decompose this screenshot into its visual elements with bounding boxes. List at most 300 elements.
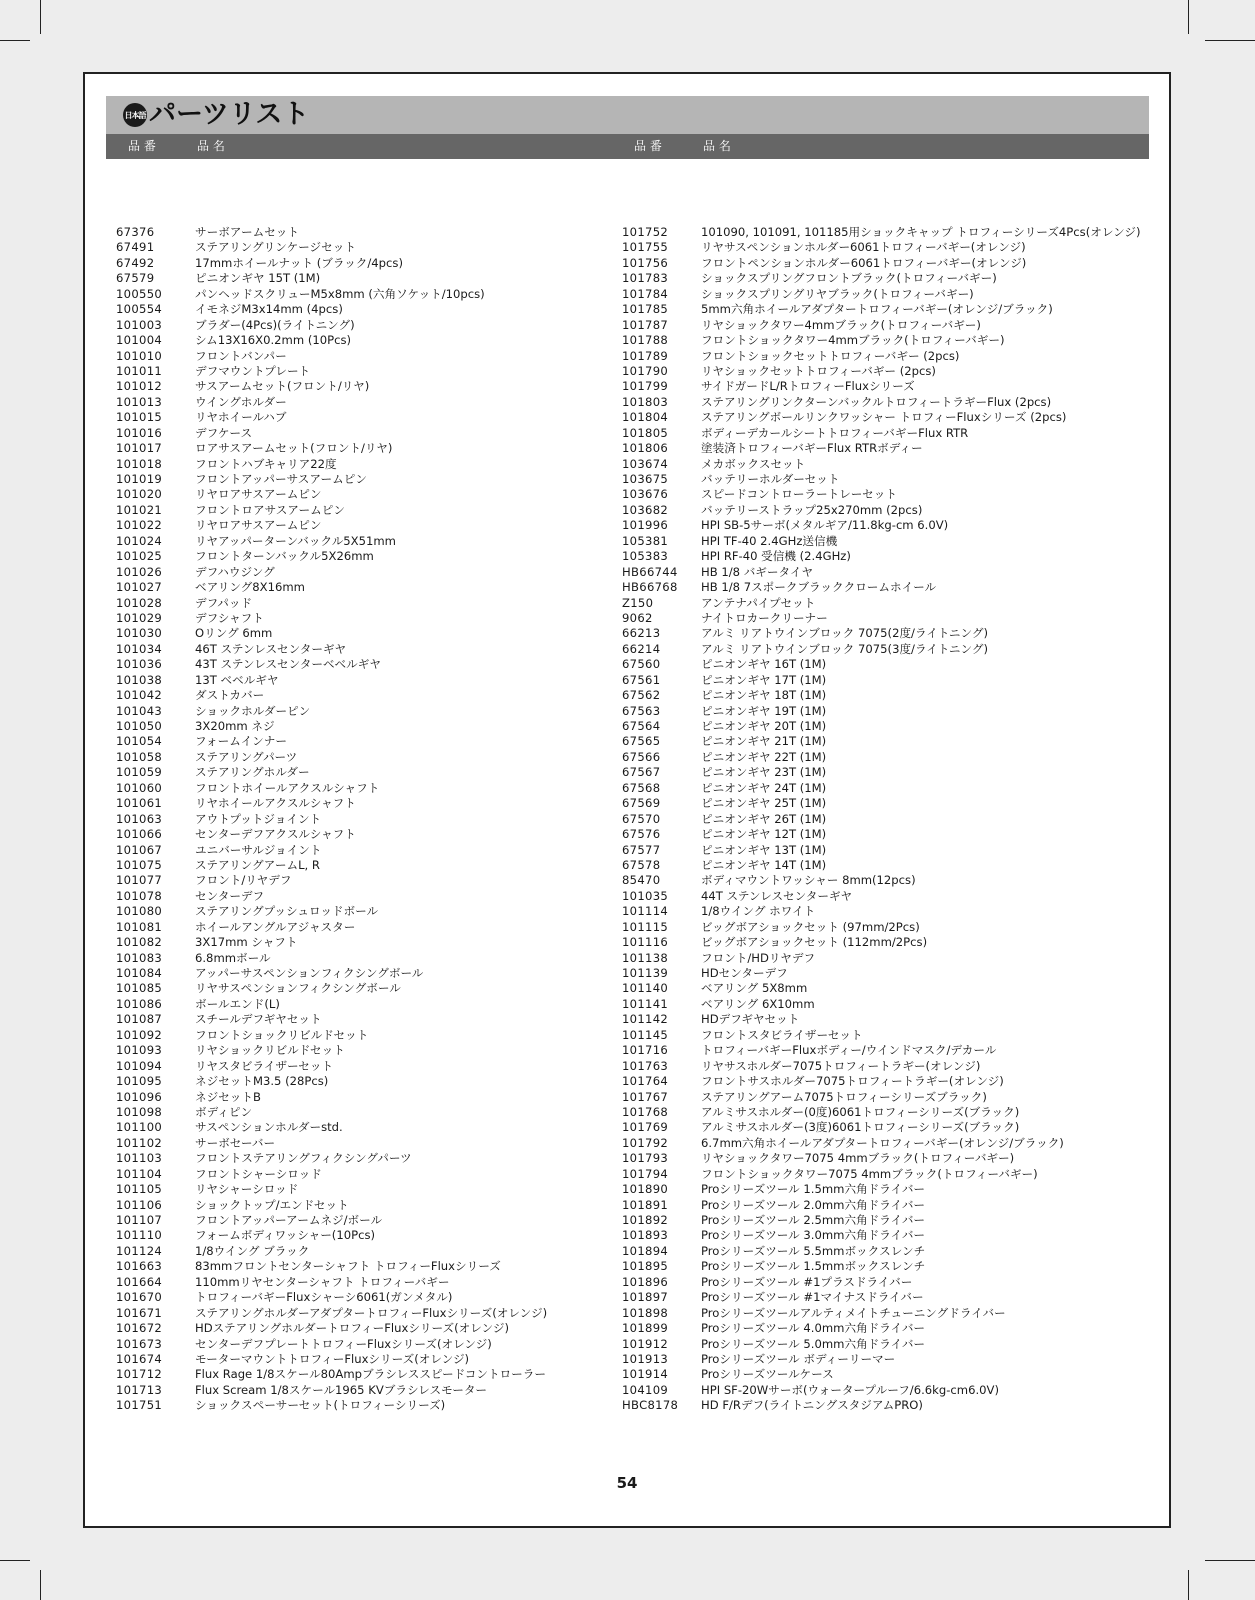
part-number: 101664 [116,1274,163,1289]
part-name: リヤサスペンションフィクシングボール [195,981,401,996]
part-number: HB66768 [622,580,678,595]
parts-row [622,734,1142,749]
parts-row [622,904,1142,919]
part-number: 101060 [116,780,163,795]
part-name: フロントショックタワー7075 4mmブラック(トロフィーバギー) [701,1166,1038,1181]
parts-row [116,904,596,919]
parts-row [622,225,1142,240]
part-number: 101799 [622,379,669,394]
part-number: 101803 [622,394,669,409]
part-name: フロントホイールアクスルシャフト [195,780,380,795]
part-number: 67563 [622,703,661,718]
part-number: 101794 [622,1166,669,1181]
part-number: 101790 [622,363,669,378]
parts-row [622,781,1142,796]
part-name: HD F/Rデフ(ライトニングスタジアムPRO) [701,1398,923,1413]
part-number: 9062 [622,610,653,625]
parts-row [116,1244,596,1259]
parts-row [622,1290,1142,1305]
parts-row [622,611,1142,626]
part-name: ピニオンギヤ 18T (1M) [701,688,827,703]
parts-row [622,1398,1142,1413]
parts-row [622,271,1142,286]
part-name: Proシリーズツール 1.5mm六角ドライバー [701,1182,926,1197]
part-number: 103682 [622,502,669,517]
part-name: ステアリングリンケージセット [195,240,356,255]
part-number: 101785 [622,302,669,317]
part-name: ステアリングホルダーアダプタートロフィーFluxシリーズ(オレンジ) [195,1305,548,1320]
crop-mark [40,0,41,34]
part-name: ネジセットB [195,1089,261,1104]
part-name: トロフィーバギーFluxシャーシ6061(ガンメタル) [195,1290,453,1305]
part-number: 101755 [622,240,669,255]
part-name: アルミサスホルダー(3度)6061トロフィーシリーズ(ブラック) [701,1120,1020,1135]
part-name: サスペンションホルダーstd. [195,1120,343,1135]
part-name: リヤロアサスアームピン [195,487,322,502]
part-number: 101018 [116,456,163,471]
part-number: 101899 [622,1321,669,1336]
part-number: 101140 [622,981,669,996]
parts-row [622,765,1142,780]
part-name: パンヘッドスクリューM5x8mm (六角ソケット/10pcs) [195,286,485,301]
part-name: アンテナパイプセット [701,595,816,610]
parts-row [116,333,596,348]
parts-row [622,1275,1142,1290]
parts-row [622,518,1142,533]
parts-row [622,750,1142,765]
parts-row [622,1198,1142,1213]
part-number: 105381 [622,533,669,548]
part-name: ピニオンギヤ 24T (1M) [701,780,827,795]
part-number: 101107 [116,1213,163,1227]
part-name: アッパーサスペンションフィクシングボール [195,966,424,980]
part-number: 101672 [116,1321,163,1336]
parts-row [622,1059,1142,1074]
parts-row [116,704,596,719]
part-name: ショックスペーサーセット(トロフィーシリーズ) [195,1398,446,1413]
part-number: 101912 [622,1336,669,1351]
parts-row [622,873,1142,888]
parts-row [116,611,596,626]
part-number: 101084 [116,966,163,980]
parts-row [116,935,596,950]
parts-row [116,225,596,240]
part-name: ピニオンギヤ 22T (1M) [701,749,827,764]
parts-row [116,271,596,286]
part-name: ショックスプリングフロントブラック(トロフィーバギー) [701,271,997,286]
part-number: 101713 [116,1382,163,1397]
part-name: バッテリーホルダーセット [701,472,840,486]
part-number: 101105 [116,1182,163,1197]
parts-row [116,858,596,873]
parts-row [622,503,1142,518]
part-number: 67579 [116,271,155,286]
part-number: 101896 [622,1274,669,1289]
part-number: 101094 [116,1058,163,1073]
parts-row [622,1337,1142,1352]
part-number: 67570 [622,811,661,826]
part-name: リヤロアサスアームピン [195,518,322,533]
part-number: 67567 [622,765,661,780]
part-number: 101017 [116,441,163,456]
parts-row [622,565,1142,580]
part-name: サーボアームセット [195,225,299,239]
page-number: 54 [616,1474,638,1492]
part-number: 101067 [116,842,163,857]
part-number: 101752 [622,225,669,239]
part-name: モーターマウントトロフィーFluxシリーズ(オレンジ) [195,1351,470,1366]
part-name: アウトプットジョイント [195,811,322,826]
part-name: リヤホイールハブ [195,410,287,425]
parts-row [622,951,1142,966]
part-name: フロントショックリビルドセット [195,1027,369,1042]
parts-row [116,981,596,996]
part-name: ビッグボアショックセット (97mm/2Pcs) [701,919,920,934]
part-number: 67569 [622,796,661,811]
parts-row [622,256,1142,271]
part-name: ショックトップ/エンドセット [195,1197,349,1212]
part-name: センターデフプレートトロフィーFluxシリーズ(オレンジ) [195,1336,492,1351]
part-name: デフマウントプレート [195,363,311,378]
parts-row [622,673,1142,688]
crop-mark [1188,0,1189,34]
parts-row [116,1167,596,1182]
part-number: 101086 [116,996,163,1011]
part-number: 101026 [116,564,163,579]
part-name: ショックスプリングリヤブラック(トロフィーバギー) [701,286,974,301]
parts-row [622,287,1142,302]
part-name: Proシリーズツール 2.0mm六角ドライバー [701,1197,926,1212]
part-name: Oリング 6mm [195,626,273,641]
parts-row [622,1367,1142,1382]
parts-row [116,349,596,364]
parts-row [622,642,1142,657]
part-number: 101098 [116,1104,163,1119]
parts-row [622,596,1142,611]
part-name: リヤショックリビルドセット [195,1043,345,1058]
parts-row [116,673,596,688]
part-number: 101058 [116,749,163,764]
part-name: フロントハブキャリア22度 [195,456,337,471]
part-number: 101038 [116,672,163,687]
part-number: 101116 [622,935,669,950]
part-name: デフシャフト [195,610,264,625]
part-name: サイドガードL/RトロフィーFluxシリーズ [701,379,915,394]
part-name: 46T ステンレスセンターギヤ [195,641,347,656]
column-header-bar [106,134,1149,159]
parts-row [622,657,1142,672]
parts-row [116,503,596,518]
parts-row [116,1090,596,1105]
part-name: リヤホイールアクスルシャフト [195,796,356,811]
parts-row [622,796,1142,811]
part-number: 101050 [116,719,163,733]
part-number: 101712 [116,1367,163,1382]
part-name: サーボセーバー [195,1135,276,1150]
parts-row [622,1213,1142,1228]
part-name: ダストカバー [195,688,265,703]
part-number: 101019 [116,472,163,486]
part-number: 101087 [116,1012,163,1027]
part-name: リヤシャーシロッド [195,1182,299,1197]
part-name: HDデフギヤセット [701,1012,800,1027]
part-name: 3X17mm シャフト [195,935,298,950]
parts-row [116,1306,596,1321]
part-number: 101104 [116,1166,163,1181]
part-number: 101892 [622,1213,669,1227]
part-number: 101075 [116,857,163,872]
parts-row [622,1259,1142,1274]
part-number: 100550 [116,286,163,301]
part-name: リヤショックタワー4mmブラック(トロフィーバギー) [701,317,981,332]
part-number: 101804 [622,410,669,425]
part-name: リヤショックセットトロフィーバギー (2pcs) [701,363,936,378]
parts-row [622,1136,1142,1151]
parts-row [116,1352,596,1367]
part-number: 101027 [116,580,163,595]
part-number: 101030 [116,626,163,641]
part-number: 101011 [116,363,163,378]
part-name: ピニオンギヤ 25T (1M) [701,796,827,811]
part-number: 101764 [622,1074,669,1089]
part-number: 101024 [116,533,163,548]
part-name: Proシリーズツール 5.0mm六角ドライバー [701,1336,926,1351]
part-name: ベアリング 5X8mm [701,981,808,996]
part-name: Proシリーズツール ボディーリーマー [701,1351,896,1366]
crop-mark [1205,40,1255,41]
part-number: 101106 [116,1197,163,1212]
parts-row [622,935,1142,950]
part-number: 101788 [622,333,669,348]
part-number: 67492 [116,255,155,270]
part-number: 100554 [116,302,163,317]
parts-row [116,1228,596,1243]
parts-row [622,1151,1142,1166]
parts-row [116,750,596,765]
part-number: 101891 [622,1197,669,1212]
parts-row [116,287,596,302]
parts-row [622,318,1142,333]
part-number: 85470 [622,873,661,888]
parts-row [622,1182,1142,1197]
parts-row [116,379,596,394]
parts-row [116,457,596,472]
part-number: 101082 [116,935,163,950]
part-number: 101716 [622,1043,669,1058]
parts-row [116,426,596,441]
part-number: 101035 [622,888,669,903]
part-name: アルミ リアトウインブロック 7075(2度/ライトニング) [701,626,988,641]
part-number: 66214 [622,641,661,656]
part-name: アルミサスホルダー(0度)6061トロフィーシリーズ(ブラック) [701,1104,1020,1119]
part-number: 101897 [622,1290,669,1305]
parts-row [116,1043,596,1058]
part-name: ピニオンギヤ 16T (1M) [701,657,827,672]
part-name: フロントペンションホルダー6061トロフィーバギー(オレンジ) [701,255,1027,270]
part-name: 塗装済トロフィーバギーFlux RTRボディー [701,441,923,456]
part-name: リヤアッパーターンバックル5X51mm [195,533,396,548]
part-name: フロントスタビライザーセット [701,1027,863,1042]
parts-row [116,580,596,595]
parts-row [622,1074,1142,1089]
part-number: 101893 [622,1228,669,1243]
part-number: 101787 [622,317,669,332]
part-name: Flux Scream 1/8スケール1965 KVブラシレスモーター [195,1382,488,1397]
parts-row [622,966,1142,981]
part-number: 101077 [116,873,163,888]
part-name: ナイトロカークリーナー [701,610,828,625]
part-number: 101043 [116,703,163,718]
part-number: 101895 [622,1259,669,1274]
part-number: HBC8178 [622,1398,679,1413]
part-number: 67562 [622,688,661,703]
parts-row [116,565,596,580]
part-name: ステアリングアームL, R [195,857,320,872]
parts-row [622,626,1142,641]
part-number: 101095 [116,1074,163,1089]
part-name: フロントターンバックル5X26mm [195,549,374,564]
part-name: 1/8ウイング ブラック [195,1243,310,1258]
parts-row [622,843,1142,858]
part-number: 101085 [116,981,163,996]
part-number: 101138 [622,950,669,965]
part-name: HB 1/8 バギータイヤ [701,564,814,579]
part-number: 101141 [622,996,669,1011]
part-number: 67491 [116,240,155,255]
part-name: ベアリング8X16mm [195,580,305,595]
parts-row [116,256,596,271]
part-name: 83mmフロントセンターシャフト トロフィーFluxシリーズ [195,1259,501,1274]
part-name: ウイングホルダー [195,394,287,409]
part-name: Proシリーズツール 2.5mm六角ドライバー [701,1213,926,1227]
part-name: Proシリーズツール 4.0mm六角ドライバー [701,1321,926,1336]
parts-row [116,364,596,379]
part-name: ピニオンギヤ 20T (1M) [701,719,827,733]
page-title: パーツリスト [149,99,310,130]
parts-row [116,873,596,888]
parts-row [116,1012,596,1027]
part-name: ロアサスアームセット(フロント/リヤ) [195,441,393,456]
parts-row [622,688,1142,703]
parts-row [116,966,596,981]
part-number: 101898 [622,1305,669,1320]
part-number: 101022 [116,518,163,533]
part-number: 101789 [622,348,669,363]
part-number: 101066 [116,827,163,842]
part-number: 103676 [622,487,669,502]
parts-row [116,1398,596,1413]
part-number: 101124 [116,1243,163,1258]
parts-row [622,302,1142,317]
part-number: 101034 [116,641,163,656]
part-name: デフハウジング [195,564,275,579]
parts-row [116,781,596,796]
part-number: 101042 [116,688,163,703]
part-number: 101792 [622,1135,669,1150]
part-name: ビッグボアショックセット (112mm/2Pcs) [701,935,928,950]
part-number: 101115 [622,919,669,934]
parts-row [622,549,1142,564]
parts-row [622,1244,1142,1259]
parts-row [622,812,1142,827]
parts-row [622,1012,1142,1027]
part-name: 5mm六角ホイールアダプタートロフィーバギー(オレンジ/ブラック) [701,302,1053,317]
part-name: HDセンターデフ [701,966,788,980]
part-number: 101012 [116,379,163,394]
part-name: ネジセットM3.5 (28Pcs) [195,1074,329,1089]
title-bar [106,96,1149,134]
part-name: 101090, 101091, 101185用ショックキャップ トロフィーシリーズ4Pcs(オレンジ) [701,225,1141,239]
parts-row [622,333,1142,348]
part-number: 101114 [622,904,669,919]
part-number: 101015 [116,410,163,425]
parts-row [116,487,596,502]
parts-row [116,951,596,966]
parts-row [622,441,1142,456]
parts-row [116,1259,596,1274]
part-name: Proシリーズツール 3.0mm六角ドライバー [701,1228,926,1243]
part-name: HB 1/8 7スポークブラッククロームホイール [701,580,937,595]
crop-mark [1188,1570,1189,1600]
part-name: バッテリーストラップ25x270mm (2pcs) [701,502,923,517]
part-name: ピニオンギヤ 21T (1M) [701,734,827,749]
part-name: ピニオンギヤ 15T (1M) [195,271,321,286]
parts-row [622,1167,1142,1182]
part-name: ステアリングパーツ [195,749,298,764]
part-name: フロントステアリングフィクシングパーツ [195,1151,412,1166]
parts-row [116,1136,596,1151]
part-number: 101768 [622,1104,669,1119]
parts-row [116,1290,596,1305]
part-number: 101663 [116,1259,163,1274]
part-number: 67568 [622,780,661,795]
part-number: 101806 [622,441,669,456]
part-name: ピニオンギヤ 23T (1M) [701,765,827,780]
parts-row [116,734,596,749]
part-number: 101996 [622,518,669,533]
part-name: フロントサスホルダー7075トロフィートラギー(オレンジ) [701,1074,1004,1089]
parts-row [622,704,1142,719]
part-name: ショックホルダーピン [195,703,311,718]
part-name: Proシリーズツールケース [701,1367,834,1382]
parts-row [622,1028,1142,1043]
part-name: HDステアリングホルダートロフィーFluxシリーズ(オレンジ) [195,1321,509,1336]
part-number: 101025 [116,549,163,564]
part-name: ボディーデカールシートトロフィーバギーFlux RTR [701,425,969,440]
parts-row [116,1367,596,1382]
crop-mark [1205,1560,1255,1561]
part-number: 101081 [116,919,163,934]
part-number: 101894 [622,1243,669,1258]
parts-row [622,395,1142,410]
parts-row [116,812,596,827]
parts-row [622,580,1142,595]
parts-row [622,1105,1142,1120]
part-name: リヤサスペンションホルダー6061トロフィーバギー(オレンジ) [701,240,1026,255]
part-number: 101671 [116,1305,163,1320]
part-name: 1/8ウイング ホワイト [701,904,816,919]
part-name: ピニオンギヤ 13T (1M) [701,842,827,857]
parts-row [116,1105,596,1120]
part-number: 101914 [622,1367,669,1382]
parts-row [622,1228,1142,1243]
part-name: フォームインナー [195,734,287,749]
part-number: 103675 [622,472,669,486]
header-code-right: 品 番 [634,139,662,153]
header-code-left: 品 番 [128,139,156,153]
parts-row [116,395,596,410]
parts-row [116,518,596,533]
